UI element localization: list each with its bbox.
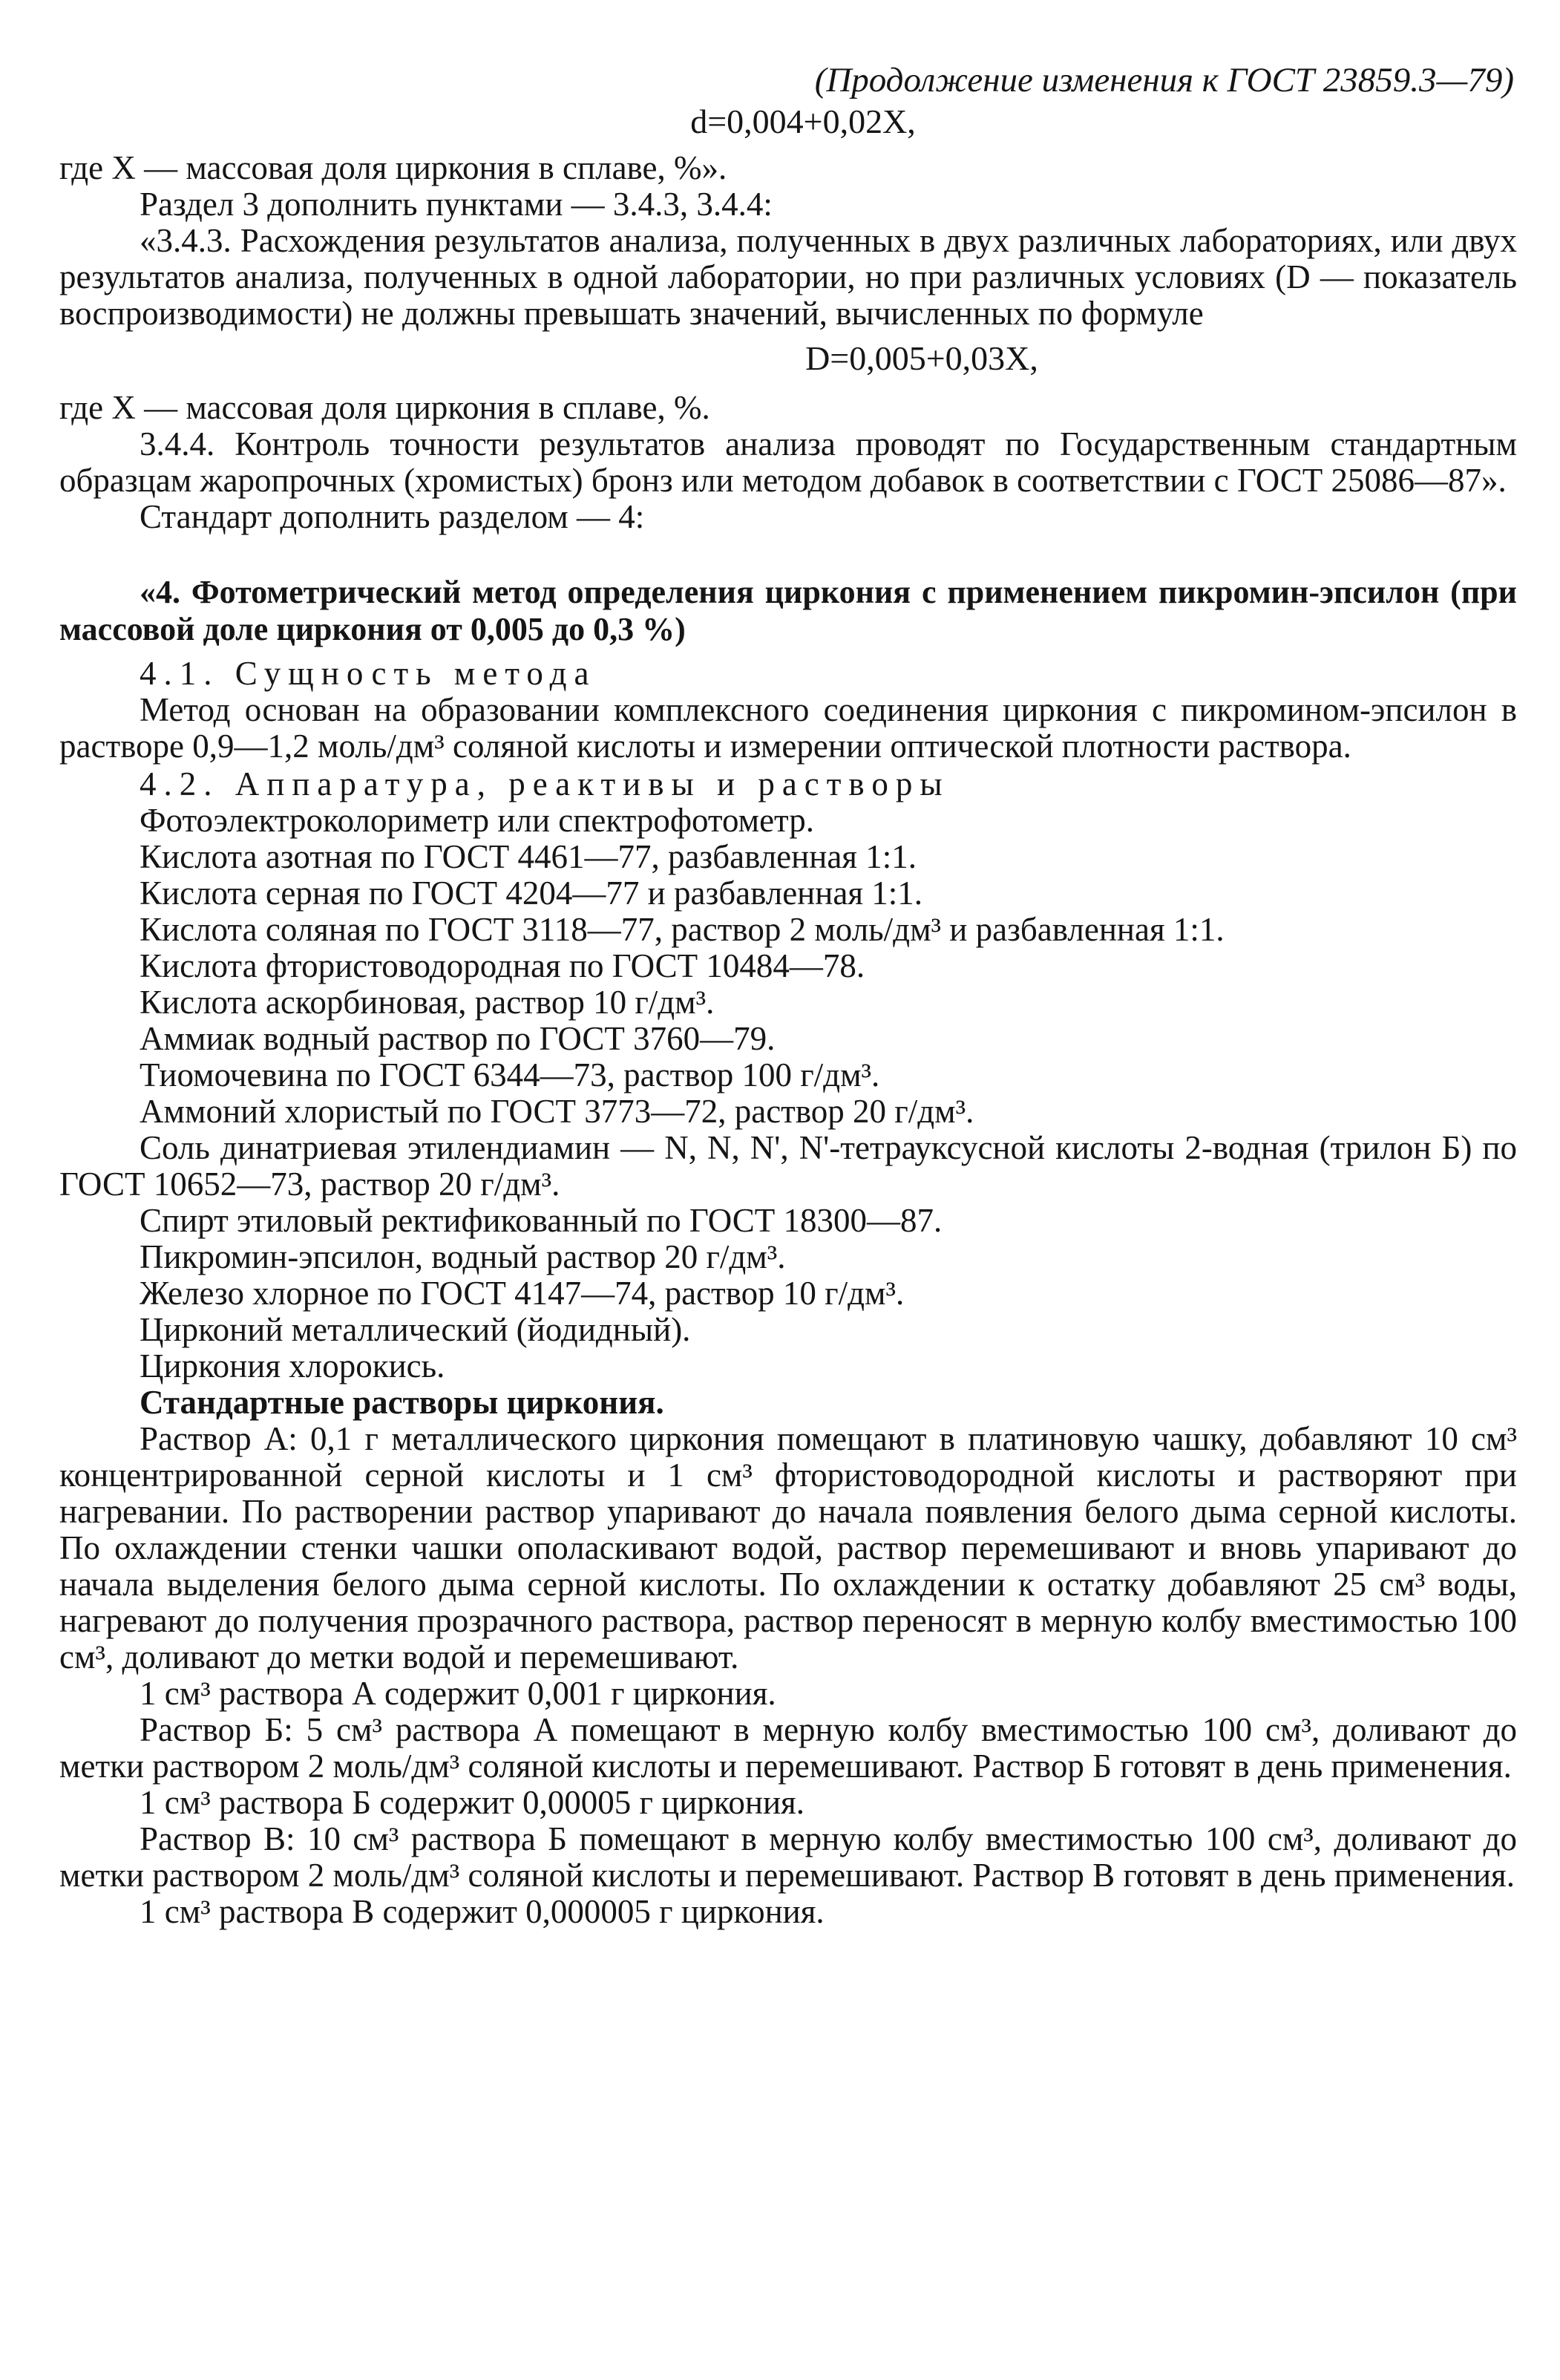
reagent-item: Соль динатриевая этилендиамин — N, N, N', N'-тетрауксусной кислоты 2-водная (трилон Б) по ГОСТ 10652—73, раствор 20 г/дм³. (59, 1129, 1517, 1203)
reagent-item: Спирт этиловый ректификованный по ГОСТ 18300—87. (140, 1202, 943, 1239)
reagent-item: Стандартные растворы циркония. (140, 1384, 664, 1421)
solution-v-paragraph: Раствор В: 10 см³ раствора Б помещают в мерную колбу вместимостью 100 см³, доливают до метки раствором 2 моль/дм³ соляной кислоты и перемешивают. Раствор В готовят в день применения. (59, 1820, 1517, 1894)
reagent-item: Фотоэлектроколориметр или спектрофотометр. (140, 802, 815, 839)
formula-D: D=0,005+0,03X, (805, 339, 1038, 377)
reagent-item: Аммиак водный раствор по ГОСТ 3760—79. (140, 1020, 776, 1057)
section-4-2-title: 4.2. Аппаратура, реактивы и растворы (140, 765, 950, 802)
paragraph-3-4-4: 3.4.4. Контроль точности результатов анализа проводят по Государственным стандартным образцам жаропрочных (хромистых) бронз или методом добавок в соответствии с ГОСТ 25086—87». (59, 425, 1517, 499)
reagent-item: Цирконий металлический (йодидный). (140, 1311, 691, 1348)
reagent-item: Кислота серная по ГОСТ 4204—77 и разбавленная 1:1. (140, 874, 923, 912)
solution-b-paragraph: Раствор Б: 5 см³ раствора А помещают в мерную колбу вместимостью 100 см³, доливают до метки раствором 2 моль/дм³ соляной кислоты и перемешивают. Раствор Б готовят в день применения. (59, 1711, 1517, 1785)
solution-v-content: 1 см³ раствора В содержит 0,000005 г циркония. (140, 1893, 825, 1930)
solution-a-paragraph: Раствор А: 0,1 г металлического циркония помещают в платиновую чашку, добавляют 10 см³ концентрированной серной кислоты и 1 см³ фтористоводородной кислоты и растворяют при нагревании. По растворении раствор упаривают до начала появления белого дыма серной кислоты. По охлаждении стенки чашки ополаскивают водой, раствор перемешивают и вновь упаривают до начала выделения белого дыма серной кислоты. По охлаждении к остатку добавляют 25 см³ воды, нагревают до получения прозрачного раствора, раствор переносят в мерную колбу вместимостью 100 см³, доливают до метки водой и перемешивают. (59, 1420, 1517, 1676)
reagent-item: Кислота аскорбиновая, раствор 10 г/дм³. (140, 984, 715, 1021)
paragraph-where-x-2: где X — массовая доля циркония в сплаве, %. (59, 389, 710, 426)
reagent-item: Железо хлорное по ГОСТ 4147—74, раствор 10 г/дм³. (140, 1275, 905, 1312)
page-header: (Продолжение изменения к ГОСТ 23859.3—79) (814, 61, 1514, 99)
paragraph-where-x-1: где X — массовая доля циркония в сплаве, %». (59, 149, 727, 186)
reagent-item: Тиомочевина по ГОСТ 6344—73, раствор 100 г/дм³. (140, 1056, 880, 1093)
formula-d: d=0,004+0,02X, (690, 102, 916, 140)
solution-b-content: 1 см³ раствора Б содержит 0,00005 г циркония. (140, 1784, 805, 1821)
reagents-list (59, 802, 1517, 1421)
reagent-item: Циркония хлорокись. (140, 1347, 445, 1384)
reagent-item: Кислота азотная по ГОСТ 4461—77, разбавленная 1:1. (140, 838, 917, 875)
solution-a-content: 1 см³ раствора А содержит 0,001 г циркония. (140, 1675, 776, 1712)
reagent-item: Кислота соляная по ГОСТ 3118—77, раствор 2 моль/дм³ и разбавленная 1:1. (140, 911, 1225, 948)
section-4-1-text: Метод основан на образовании комплексного соединения циркония с пикромином-эпсилон в растворе 0,9—1,2 моль/дм³ соляной кислоты и измерении оптической плотности раствора. (59, 691, 1517, 765)
reagent-item: Аммоний хлористый по ГОСТ 3773—72, раствор 20 г/дм³. (140, 1093, 974, 1130)
paragraph-section-3: Раздел 3 дополнить пунктами — 3.4.3, 3.4.4: (140, 186, 773, 223)
paragraph-add-section-4: Стандарт дополнить разделом — 4: (140, 498, 645, 535)
reagent-item: Пикромин-эпсилон, водный раствор 20 г/дм³. (140, 1238, 786, 1275)
paragraph-3-4-3: «3.4.3. Расхождения результатов анализа, полученных в двух различных лабораториях, или двух результатов анализа, полученных в одной лаборатории, но при различных условиях (D — показатель воспроизводимости) не должны превышать значений, вычисленных по формуле (59, 222, 1517, 332)
section-4-title: «4. Фотометрический метод определения циркония с применением пикромин-эпсилон (при массовой доле циркония от 0,005 до 0,3 %) (59, 574, 1517, 647)
section-4-1-title: 4.1. Сущность метода (140, 655, 597, 692)
reagent-item: Кислота фтористоводородная по ГОСТ 10484—78. (140, 947, 865, 984)
